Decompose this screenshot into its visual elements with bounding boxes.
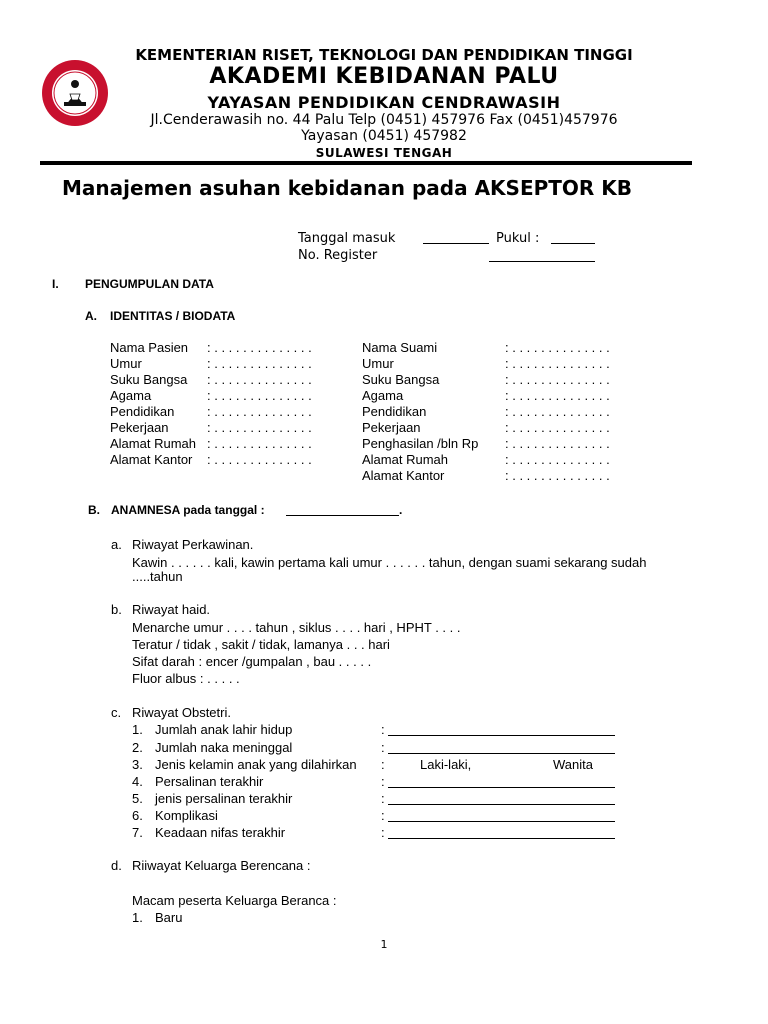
obstetric-item-label: Keadaan nifas terakhir bbox=[155, 825, 286, 840]
obstetric-answer-blank bbox=[388, 821, 615, 822]
patient-field-dots: : . . . . . . . . . . . . . . bbox=[207, 356, 312, 371]
obstetric-item-label: Jumlah anak lahir hidup bbox=[155, 722, 293, 737]
obstetric-item-label: Komplikasi bbox=[155, 808, 218, 823]
patient-field-dots: : . . . . . . . . . . . . . . bbox=[207, 388, 312, 403]
family-planning-title: Riiwayat Keluarga Berencana : bbox=[132, 858, 311, 873]
subsection-letter: A. bbox=[85, 309, 97, 323]
husband-field-dots: : . . . . . . . . . . . . . . bbox=[505, 372, 610, 387]
academy-name: AKADEMI KEBIDANAN PALU bbox=[209, 64, 559, 89]
husband-field-label: Agama bbox=[362, 388, 404, 403]
husband-field-label: Pekerjaan bbox=[362, 420, 421, 435]
husband-field-dots: : . . . . . . . . . . . . . . bbox=[505, 340, 610, 355]
patient-field-label: Umur bbox=[110, 356, 142, 371]
obstetric-item-number: 2. bbox=[132, 740, 143, 755]
family-planning-subtitle: Macam peserta Keluarga Beranca : bbox=[132, 893, 337, 908]
anamnesis-title-end: . bbox=[399, 503, 403, 517]
husband-field-dots: : . . . . . . . . . . . . . . bbox=[505, 388, 610, 403]
obstetric-item-label: Jumlah naka meninggal bbox=[155, 740, 293, 755]
husband-field-label: Nama Suami bbox=[362, 340, 438, 355]
foundation-name: YAYASAN PENDIDIKAN CENDRAWASIH bbox=[207, 93, 561, 112]
patient-field-dots: : . . . . . . . . . . . . . . bbox=[207, 420, 312, 435]
patient-field-label: Pendidikan bbox=[110, 404, 175, 419]
menstrual-history-line: Fluor albus : . . . . . bbox=[132, 671, 240, 686]
obstetric-item-number: 5. bbox=[132, 791, 143, 806]
obstetric-item-number: 7. bbox=[132, 825, 143, 840]
marriage-history-line: .....tahun bbox=[132, 569, 183, 584]
husband-field-dots: : . . . . . . . . . . . . . . bbox=[505, 436, 610, 451]
marriage-history-title: Riwayat Perkawinan. bbox=[132, 537, 254, 552]
obstetric-history-title: Riwayat Obstetri. bbox=[132, 705, 231, 720]
menstrual-history-line: Teratur / tidak , sakit / tidak, lamanya . . . hari bbox=[132, 637, 390, 652]
husband-field-dots: : . . . . . . . . . . . . . . bbox=[505, 356, 610, 371]
item-letter: d. bbox=[111, 858, 122, 873]
husband-field-dots: : . . . . . . . . . . . . . . bbox=[505, 468, 610, 483]
husband-field-label: Alamat Kantor bbox=[362, 468, 445, 483]
obstetric-item-colon: : bbox=[381, 722, 385, 737]
date-label: Tanggal masuk bbox=[298, 231, 396, 246]
husband-field-dots: : . . . . . . . . . . . . . . bbox=[505, 420, 610, 435]
gender-option-male: Laki-laki, bbox=[420, 757, 472, 772]
menstrual-history-line: Sifat darah : encer /gumpalan , bau . . . . . bbox=[132, 654, 372, 669]
patient-field-label: Alamat Rumah bbox=[110, 436, 196, 451]
document-title: Manajemen asuhan kebidanan pada AKSEPTOR KB bbox=[62, 176, 633, 200]
section-title: PENGUMPULAN DATA bbox=[85, 277, 214, 291]
register-blank bbox=[489, 261, 595, 262]
item-letter: c. bbox=[111, 705, 122, 720]
patient-field-dots: : . . . . . . . . . . . . . . bbox=[207, 404, 312, 419]
header-divider bbox=[40, 161, 692, 165]
obstetric-item-colon: : bbox=[381, 774, 385, 789]
time-label: Pukul : bbox=[496, 231, 540, 246]
family-planning-item: Baru bbox=[155, 910, 183, 925]
address-line: Jl.Cenderawasih no. 44 Palu Telp (0451) 457976 Fax (0451)457976 bbox=[150, 112, 618, 128]
patient-field-dots: : . . . . . . . . . . . . . . bbox=[207, 436, 312, 451]
region-name: SULAWESI TENGAH bbox=[315, 146, 453, 160]
patient-field-dots: : . . . . . . . . . . . . . . bbox=[207, 340, 312, 355]
anamnesis-title: ANAMNESA pada tanggal : bbox=[111, 503, 265, 517]
obstetric-item-label: Persalinan terakhir bbox=[155, 774, 264, 789]
obstetric-item-colon: : bbox=[381, 791, 385, 806]
obstetric-item-colon: : bbox=[381, 825, 385, 840]
obstetric-item-number: 3. bbox=[132, 757, 143, 772]
patient-field-label: Agama bbox=[110, 388, 152, 403]
page-number: 1 bbox=[380, 938, 388, 951]
section-number: I. bbox=[52, 277, 59, 291]
patient-field-dots: : . . . . . . . . . . . . . . bbox=[207, 452, 312, 467]
family-planning-item-number: 1. bbox=[132, 910, 143, 925]
husband-field-label: Penghasilan /bln Rp bbox=[362, 436, 479, 451]
gender-option-female: Wanita bbox=[553, 757, 593, 772]
obstetric-answer-blank bbox=[388, 838, 615, 839]
time-blank bbox=[551, 243, 595, 244]
subsection-letter: B. bbox=[88, 503, 100, 517]
marriage-history-line: Kawin . . . . . . kali, kawin pertama kali umur . . . . . . tahun, dengan suami sekarang sudah bbox=[132, 555, 647, 570]
patient-field-label: Pekerjaan bbox=[110, 420, 169, 435]
foundation-phone: Yayasan (0451) 457982 bbox=[301, 128, 467, 144]
obstetric-answer-blank bbox=[388, 735, 615, 736]
obstetric-item-label: Jenis kelamin anak yang dilahirkan bbox=[155, 757, 357, 772]
subsection-title: IDENTITAS / BIODATA bbox=[110, 309, 236, 323]
husband-field-label: Alamat Rumah bbox=[362, 452, 448, 467]
husband-field-dots: : . . . . . . . . . . . . . . bbox=[505, 404, 610, 419]
obstetric-item-number: 4. bbox=[132, 774, 143, 789]
obstetric-item-colon: : bbox=[381, 757, 385, 772]
item-letter: a. bbox=[111, 537, 122, 552]
obstetric-answer-blank bbox=[388, 753, 615, 754]
husband-field-label: Suku Bangsa bbox=[362, 372, 440, 387]
patient-field-label: Nama Pasien bbox=[110, 340, 189, 355]
date-blank bbox=[423, 243, 489, 244]
obstetric-item-label: jenis persalinan terakhir bbox=[155, 791, 293, 806]
menstrual-history-title: Riwayat haid. bbox=[132, 602, 211, 617]
patient-field-label: Alamat Kantor bbox=[110, 452, 193, 467]
husband-field-dots: : . . . . . . . . . . . . . . bbox=[505, 452, 610, 467]
obstetric-item-number: 1. bbox=[132, 722, 143, 737]
obstetric-item-number: 6. bbox=[132, 808, 143, 823]
husband-field-label: Pendidikan bbox=[362, 404, 427, 419]
obstetric-answer-blank bbox=[388, 787, 615, 788]
patient-field-label: Suku Bangsa bbox=[110, 372, 188, 387]
husband-field-label: Umur bbox=[362, 356, 394, 371]
register-label: No. Register bbox=[298, 248, 378, 263]
ministry-name: KEMENTERIAN RISET, TEKNOLOGI DAN PENDIDIKAN TINGGI bbox=[135, 46, 633, 64]
obstetric-answer-blank bbox=[388, 804, 615, 805]
menstrual-history-line: Menarche umur . . . . tahun , siklus . . . . hari , HPHT . . . . bbox=[132, 620, 461, 635]
obstetric-item-colon: : bbox=[381, 740, 385, 755]
item-letter: b. bbox=[111, 602, 122, 617]
anamnesis-date-blank bbox=[286, 515, 399, 516]
patient-field-dots: : . . . . . . . . . . . . . . bbox=[207, 372, 312, 387]
obstetric-item-colon: : bbox=[381, 808, 385, 823]
